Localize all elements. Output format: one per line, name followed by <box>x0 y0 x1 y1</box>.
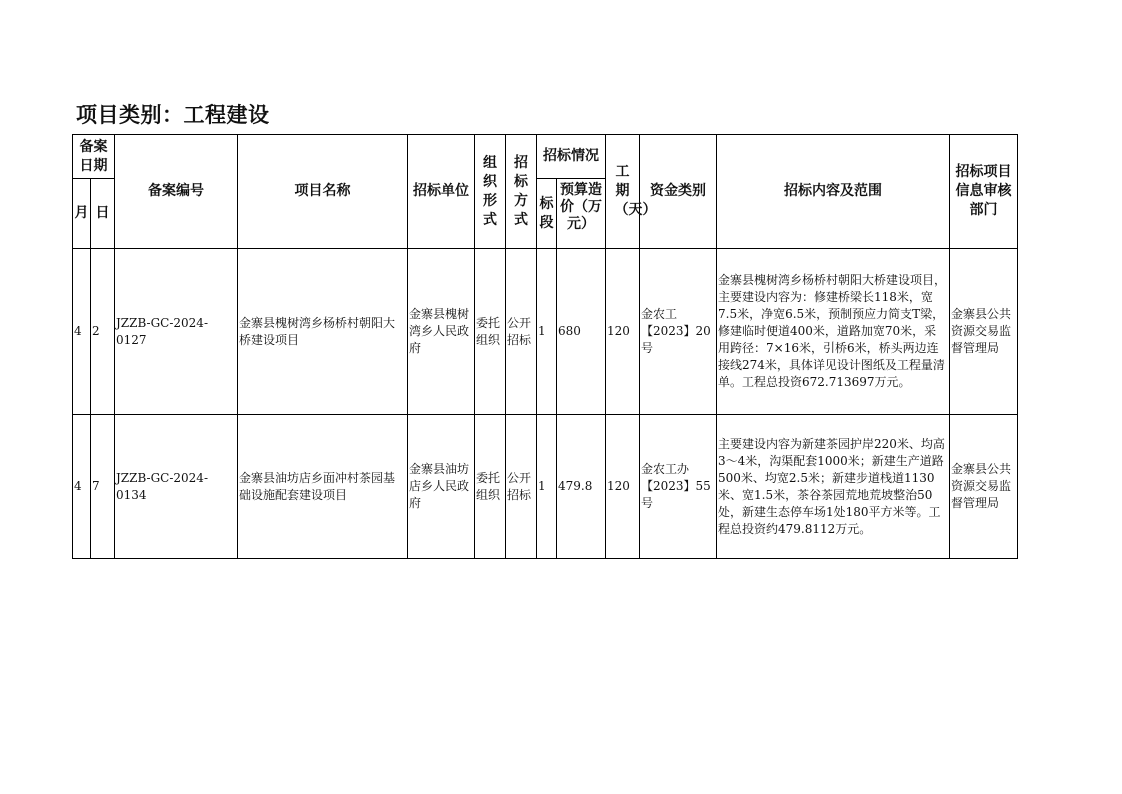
cell-month: 4 <box>73 415 91 559</box>
header-tender-unit: 招标单位 <box>408 135 475 249</box>
page-title: 项目类别：工程建设 <box>76 103 270 127</box>
header-org-form-text: 组织形式 <box>483 154 497 228</box>
header-tender-method-text: 招标方式 <box>514 154 528 228</box>
cell-duration: 120 <box>606 415 640 559</box>
header-duration <box>606 135 657 249</box>
cell-record-no: JZZB-GC-2024-0134 <box>115 415 238 559</box>
cell-budget: 479.8 <box>557 415 606 559</box>
header-project-name: 项目名称 <box>238 135 408 249</box>
cell-record-no: JZZB-GC-2024-0127 <box>115 249 238 415</box>
header-section <box>537 179 557 249</box>
cell-day: 2 <box>91 249 115 415</box>
cell-section: 1 <box>537 249 557 415</box>
header-row-1 <box>73 135 1018 179</box>
header-month: 月 <box>73 179 91 249</box>
header-org-form <box>475 135 506 249</box>
table-row <box>73 415 1018 559</box>
cell-scope: 主要建设内容为新建茶园护岸220米、均高3～4米，沟渠配套1000米；新建生产道路500米、均宽2.5米；新建步道栈道1130米、宽1.5米，茶谷茶园荒地荒坡整治50处，新建生态停车场1处180平方米等。工程总投资约479.8112万元。 <box>717 415 950 559</box>
cell-budget: 680 <box>557 249 606 415</box>
header-budget-text: 预算造价（万元） <box>560 181 602 232</box>
cell-fund-type: 金农工【2023】20号 <box>640 249 717 415</box>
header-duration-text: 工期（天） <box>614 164 657 218</box>
cell-review-dept: 金寨县公共资源交易监督管理局 <box>950 249 1018 415</box>
cell-project-name: 金寨县油坊店乡面冲村茶园基础设施配套建设项目 <box>238 415 408 559</box>
header-tender-status: 招标情况 <box>537 135 606 179</box>
cell-day: 7 <box>91 415 115 559</box>
cell-tender-unit: 金寨县槐树湾乡人民政府 <box>408 249 475 415</box>
cell-duration: 120 <box>606 249 640 415</box>
header-day: 日 <box>91 179 115 249</box>
project-table <box>72 134 1018 559</box>
cell-scope: 金寨县槐树湾乡杨桥村朝阳大桥建设项目，主要建设内容为：修建桥梁长118米，宽7.5米，净宽6.5米，预制预应力简支T梁，修建临时便道400米，道路加宽70米，采用跨径：7×16米，引桥6米，桥头两边连接线274米，具体详见设计图纸及工程量清单。工程总投资672.713697万元。 <box>717 249 950 415</box>
cell-review-dept: 金寨县公共资源交易监督管理局 <box>950 415 1018 559</box>
cell-fund-type: 金农工办【2023】55号 <box>640 415 717 559</box>
header-record-no: 备案编号 <box>115 135 238 249</box>
header-section-text: 标段 <box>539 195 554 231</box>
cell-section: 1 <box>537 415 557 559</box>
header-tender-method <box>506 135 537 249</box>
header-scope: 招标内容及范围 <box>717 135 950 249</box>
cell-tender-method: 公开招标 <box>506 415 537 559</box>
cell-project-name: 金寨县槐树湾乡杨桥村朝阳大桥建设项目 <box>238 249 408 415</box>
header-fund-type: 资金类别 <box>640 135 717 249</box>
table-row <box>73 249 1018 415</box>
cell-month: 4 <box>73 249 91 415</box>
cell-tender-method: 公开招标 <box>506 249 537 415</box>
header-record-date: 备案日期 <box>73 135 115 179</box>
cell-org-form: 委托组织 <box>475 415 506 559</box>
cell-tender-unit: 金寨县油坊店乡人民政府 <box>408 415 475 559</box>
cell-org-form: 委托组织 <box>475 249 506 415</box>
header-review-dept: 招标项目信息审核部门 <box>950 135 1018 249</box>
header-budget <box>557 179 606 249</box>
